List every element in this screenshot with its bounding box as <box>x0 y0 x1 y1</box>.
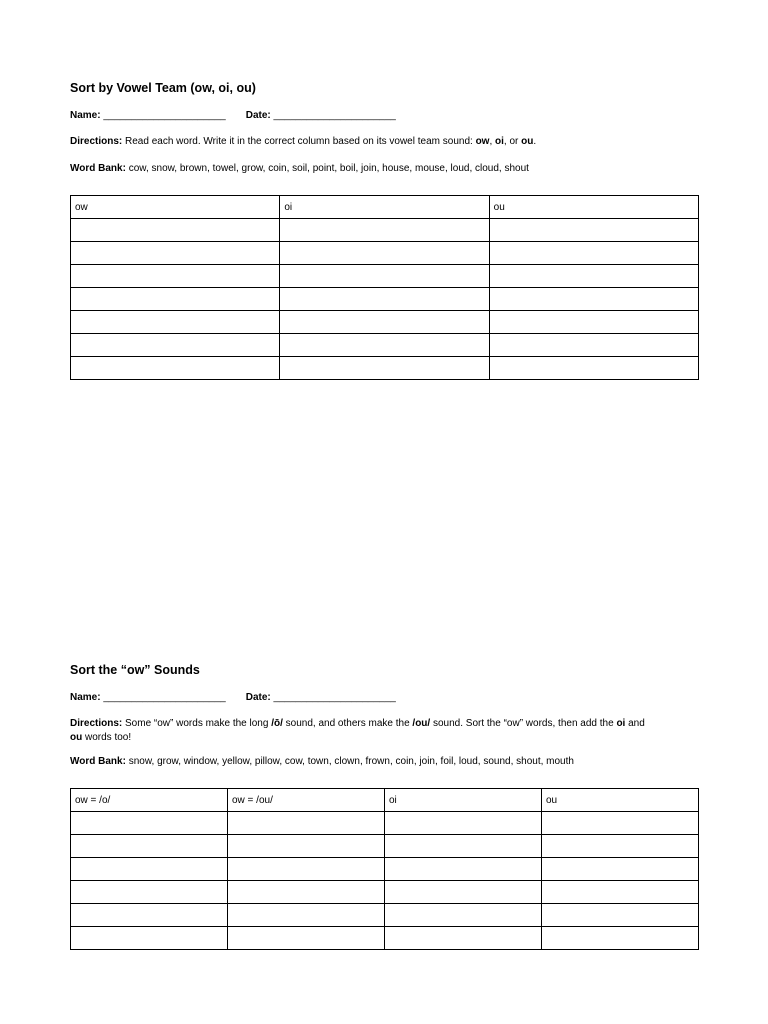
answer-cell[interactable] <box>542 835 699 858</box>
word-bank-words: snow, grow, window, yellow, pillow, cow, town, clown, frown, coin, join, foil, loud, sound, shout, mouth <box>128 756 574 767</box>
answer-cell[interactable] <box>71 904 228 927</box>
directions-oi: oi <box>616 718 626 729</box>
column-header: ow = /ou/ <box>228 789 385 812</box>
table-row <box>71 357 699 380</box>
answer-cell[interactable] <box>280 242 489 265</box>
table-row <box>71 288 699 311</box>
answer-cell[interactable] <box>385 835 542 858</box>
answer-cell[interactable] <box>385 904 542 927</box>
answer-cell[interactable] <box>228 927 385 950</box>
answer-cell[interactable] <box>542 927 699 950</box>
worksheet-title: Sort the “ow” Sounds <box>70 663 200 677</box>
answer-cell[interactable] <box>280 334 489 357</box>
name-field[interactable] <box>70 691 226 705</box>
answer-cell[interactable] <box>71 812 228 835</box>
directions-long-o: /ō/ <box>271 718 283 729</box>
directions: Directions: Read each word. Write it in the correct column based on its vowel team sound: ow, oi, or ou. <box>70 136 537 147</box>
table-row <box>71 219 699 242</box>
word-bank <box>70 755 699 769</box>
answer-cell[interactable] <box>489 357 698 380</box>
table-row <box>71 835 699 858</box>
answer-cell[interactable] <box>385 858 542 881</box>
worksheet-ow-sounds-sort <box>70 662 699 950</box>
answer-cell[interactable] <box>71 357 280 380</box>
answer-cell[interactable] <box>71 334 280 357</box>
table-row <box>71 927 699 950</box>
answer-cell[interactable] <box>542 812 699 835</box>
answer-cell[interactable] <box>280 357 489 380</box>
table-row <box>71 242 699 265</box>
answer-cell[interactable] <box>71 927 228 950</box>
table-header-row <box>71 196 699 219</box>
directions-label: Directions: <box>70 718 123 729</box>
name-label: Name: <box>70 110 101 121</box>
answer-cell[interactable] <box>542 881 699 904</box>
directions-ow: ow <box>475 136 490 147</box>
directions <box>70 717 699 745</box>
directions-label: Directions: <box>70 136 123 147</box>
answer-cell[interactable] <box>280 219 489 242</box>
directions-text: Read each word. Write it in the correct column based on its vowel team sound: <box>125 136 473 147</box>
name-field[interactable] <box>70 109 226 123</box>
word-bank-label: Word Bank: <box>70 163 126 174</box>
answer-cell[interactable] <box>489 242 698 265</box>
directions-text: words too! <box>85 732 132 743</box>
answer-cell[interactable] <box>385 812 542 835</box>
answer-cell[interactable] <box>280 311 489 334</box>
table-header-row <box>71 789 699 812</box>
column-header: ow = /o/ <box>71 789 228 812</box>
table-row <box>71 904 699 927</box>
answer-cell[interactable] <box>489 265 698 288</box>
date-blank: ______________________ <box>273 110 396 121</box>
answer-cell[interactable] <box>489 311 698 334</box>
answer-cell[interactable] <box>228 881 385 904</box>
column-header: ou <box>542 789 699 812</box>
table-row <box>71 311 699 334</box>
word-bank-label: Word Bank: <box>70 756 126 767</box>
directions-text: Some “ow” words make the long <box>125 718 269 729</box>
date-label: Date: <box>245 110 271 121</box>
answer-cell[interactable] <box>71 265 280 288</box>
answer-cell[interactable] <box>71 311 280 334</box>
answer-cell[interactable] <box>489 334 698 357</box>
table-row <box>71 881 699 904</box>
answer-cell[interactable] <box>280 265 489 288</box>
answer-cell[interactable] <box>385 881 542 904</box>
answer-cell[interactable] <box>280 288 489 311</box>
directions-text: sound, and others make the <box>285 718 410 729</box>
name-date-line <box>70 109 699 123</box>
directions-ou: ou <box>521 136 534 147</box>
answer-cell[interactable] <box>228 904 385 927</box>
date-blank: ______________________ <box>273 692 396 703</box>
column-header: ow <box>71 196 280 219</box>
table-row <box>71 265 699 288</box>
directions-oi: oi <box>495 136 504 147</box>
answer-cell[interactable] <box>542 904 699 927</box>
answer-cell[interactable] <box>228 858 385 881</box>
date-label: Date: <box>245 692 271 703</box>
name-label: Name: <box>70 692 101 703</box>
worksheet-title: Sort by Vowel Team (ow, oi, ou) <box>70 81 256 95</box>
date-field[interactable] <box>246 109 396 123</box>
directions-text: sound. Sort the “ow” words, then add the <box>432 718 614 729</box>
column-header: oi <box>280 196 489 219</box>
table-row <box>71 334 699 357</box>
answer-cell[interactable] <box>228 812 385 835</box>
directions-text: and <box>628 718 645 729</box>
directions-ou: ou <box>70 732 83 743</box>
worksheet-vowel-team-sort <box>70 80 699 380</box>
answer-cell[interactable] <box>71 858 228 881</box>
answer-cell[interactable] <box>71 288 280 311</box>
answer-cell[interactable] <box>489 288 698 311</box>
answer-cell[interactable] <box>71 242 280 265</box>
table-row <box>71 812 699 835</box>
sort-table <box>70 195 699 380</box>
answer-cell[interactable] <box>542 858 699 881</box>
column-header: oi <box>385 789 542 812</box>
answer-cell[interactable] <box>489 219 698 242</box>
directions-ou-sound: /ou/ <box>412 718 431 729</box>
answer-cell[interactable] <box>228 835 385 858</box>
word-bank-words: cow, snow, brown, towel, grow, coin, soil, point, boil, join, house, mouse, loud, cloud, shout <box>128 163 529 174</box>
sort-table <box>70 788 699 950</box>
word-bank <box>70 162 699 176</box>
column-header: ou <box>489 196 698 219</box>
name-blank: ______________________ <box>103 110 226 121</box>
answer-cell[interactable] <box>71 881 228 904</box>
answer-cell[interactable] <box>71 835 228 858</box>
answer-cell[interactable] <box>71 219 280 242</box>
date-field[interactable] <box>246 691 396 705</box>
table-row <box>71 858 699 881</box>
name-blank: ______________________ <box>103 692 226 703</box>
name-date-line <box>70 691 699 705</box>
answer-cell[interactable] <box>385 927 542 950</box>
